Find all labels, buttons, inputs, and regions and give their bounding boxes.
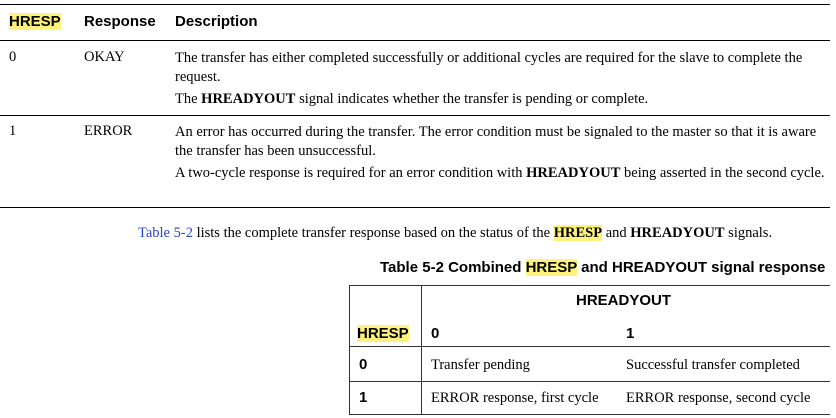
- row-error-desc-line2: A two-cycle response is required for an error condition with HREADYOUT being asserted in the second cycle.: [175, 165, 825, 181]
- header-rule: [0, 40, 830, 41]
- hresp-row-header: HRESP: [357, 325, 409, 342]
- table-top-rule: [0, 4, 830, 5]
- row-error-desc-line1: An error has occurred during the transfer. The error condition must be signaled to the master so that it is aware the transfer has been unsuccessful.: [175, 124, 817, 159]
- row-1-cell-1: ERROR response, second cycle: [626, 390, 811, 406]
- row-error-response: ERROR: [84, 123, 133, 139]
- table-title: Table 5-2 Combined HRESP and HREADYOUT signal response: [380, 259, 826, 276]
- row-okay-response: OKAY: [84, 49, 125, 65]
- paragraph: Table 5-2 lists the complete transfer response based on the status of the HRESP and HREADYOUT signals.: [138, 225, 773, 241]
- table-bottom-rule: [0, 207, 830, 208]
- header-response: Response: [84, 13, 156, 30]
- row-0-cell-1: Successful transfer completed: [626, 357, 800, 373]
- hreadyout-group-header: HREADYOUT: [576, 292, 672, 309]
- row-0-hresp: 0: [359, 356, 368, 373]
- row-error-hresp: 1: [9, 123, 17, 139]
- header-description: Description: [175, 13, 258, 30]
- row-0-cell-0: Transfer pending: [431, 357, 530, 373]
- col-header-0: 0: [431, 325, 440, 342]
- col-header-1: 1: [626, 325, 635, 342]
- hresp-signal: HRESP: [553, 225, 603, 241]
- table-5-2-link[interactable]: Table 5-2: [138, 225, 193, 241]
- hreadyout-signal: HREADYOUT: [630, 225, 725, 241]
- row-rule-1: [0, 115, 830, 116]
- row-okay-description: [175, 49, 825, 109]
- t2-left-border: [349, 285, 350, 415]
- header-hresp: HRESP: [9, 13, 61, 30]
- row-okay-hresp: 0: [9, 49, 17, 65]
- row-1-hresp: 1: [359, 389, 368, 406]
- row-okay-desc-line1: The transfer has either completed successfully or additional cycles are required for the slave to complete the request.: [175, 50, 803, 85]
- row-1-cell-0: ERROR response, first cycle: [431, 390, 599, 406]
- t2-column-divider: [421, 285, 422, 415]
- row-error-description: [175, 123, 825, 183]
- row-okay-desc-line2: The HREADYOUT signal indicates whether the transfer is pending or complete.: [175, 91, 649, 107]
